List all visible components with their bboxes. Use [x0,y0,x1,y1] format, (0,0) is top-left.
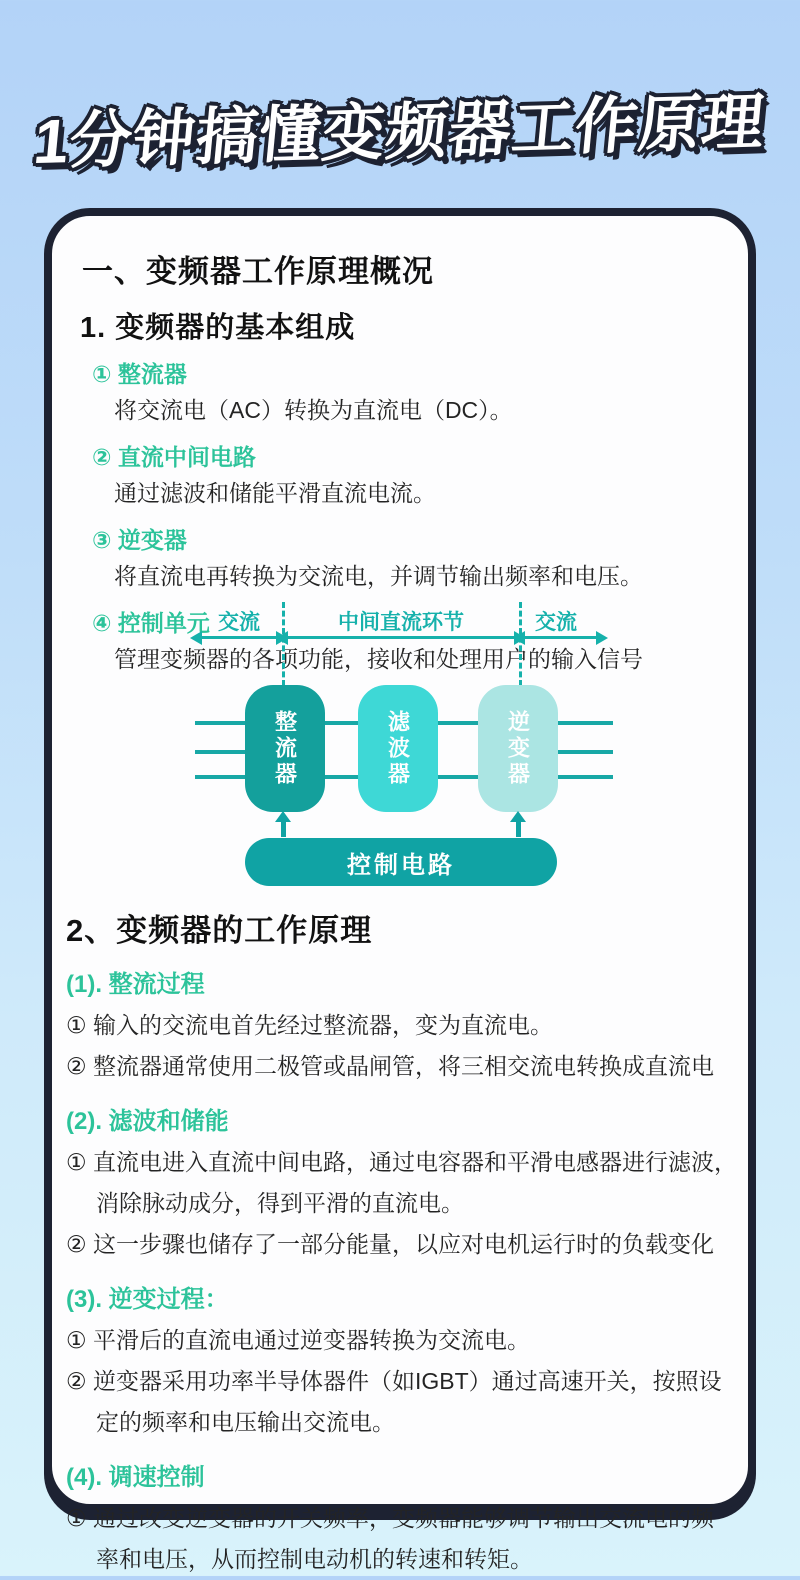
zone-label: 交流 [218,611,260,634]
section2-heading: 2、变频器的工作原理 [66,913,373,948]
principle-line: 率和电压，从而控制电动机的转速和转矩。 [96,1546,533,1572]
control-arrow-up-icon [510,811,526,837]
ac-input-wire [195,721,246,725]
principle-line: ① 平滑后的直流电通过逆变器转换为交流电。 [66,1327,531,1353]
dc-link-wire [324,721,359,725]
principle-line: ① 通过改变逆变器的开关频率，变频器能够调节输出交流电的频 [66,1505,715,1531]
ac-output-wire [557,775,613,779]
component-item [92,522,724,591]
principle-line: ② 整流器通常使用二极管或晶闸管，将三相交流电转换成直流电 [66,1053,715,1079]
component-label: ② 直流中间电路 [92,444,256,470]
principle-line: ② 这一步骤也储存了一部分能量，以应对电机运行时的负载变化 [66,1231,715,1257]
dc-link-wire [324,775,359,779]
section1-subheading: 1. 变频器的基本组成 [80,312,356,344]
ac-output-wire [557,750,613,754]
dashed-separator-left [282,602,285,686]
principle-line: ① 输入的交流电首先经过整流器，变为直流电。 [66,1012,554,1038]
converter-block-diagram [52,600,712,896]
component-label: ④ 控制单元 [92,610,210,636]
control-arrow-up-icon [275,811,291,837]
component-desc: 管理变频器的各项功能，接收和处理用户的输入信号 [114,646,643,672]
ac-input-wire [195,750,246,754]
principle-line: 消除脉动成分，得到平滑的直流电。 [96,1190,464,1216]
double-arrow-icon [523,636,598,639]
component-desc: 将交流电（AC）转换为直流电（DC）。 [114,397,513,423]
diagram-box [478,685,558,812]
component-desc: 通过滤波和储能平滑直流电流。 [114,480,436,506]
component-label: ③ 逆变器 [92,527,187,553]
principle-line: 定的频率和电压输出交流电。 [96,1409,395,1435]
double-arrow-icon [286,636,516,639]
component-desc: 将直流电再转换为交流电，并调节输出频率和电压。 [114,563,643,589]
diagram-box [245,685,325,812]
section2 [66,905,742,1580]
zone-label: 中间直流环节 [338,611,464,634]
principle-group-label: (3). 逆变过程： [66,1286,229,1313]
component-item [92,356,724,425]
diagram-box [358,685,438,812]
principle-line: ② 逆变器采用功率半导体器件（如IGBT）通过高速开关，按照设 [66,1368,722,1394]
principle-line: ① 直流电进入直流中间电路，通过电容器和平滑电感器进行滤波， [66,1149,738,1175]
ac-output-wire [557,721,613,725]
component-item [92,439,724,508]
diagram-box-label: 滤波器 [385,709,411,788]
dc-link-wire [437,775,479,779]
principle-group-label: (2). 滤波和储能 [66,1108,229,1135]
principle-group-label: (4). 调速控制 [66,1464,205,1491]
zone-label: 交流 [535,611,577,634]
page-title: 1分钟搞懂变频器工作原理 [30,87,769,178]
dashed-separator-right [519,602,522,686]
dc-link-wire [437,721,479,725]
control-circuit-pill: 控制电路 [245,838,557,886]
principle-groups [66,964,742,1580]
ac-input-wire [195,775,246,779]
diagram-box-label: 逆变器 [505,709,531,788]
double-arrow-icon [200,636,278,639]
diagram-box-label: 整流器 [272,709,298,788]
component-label: ① 整流器 [92,361,187,387]
principle-group-label: (1). 整流过程 [66,971,205,998]
section1-heading: 一、变频器工作原理概况 [82,254,434,289]
